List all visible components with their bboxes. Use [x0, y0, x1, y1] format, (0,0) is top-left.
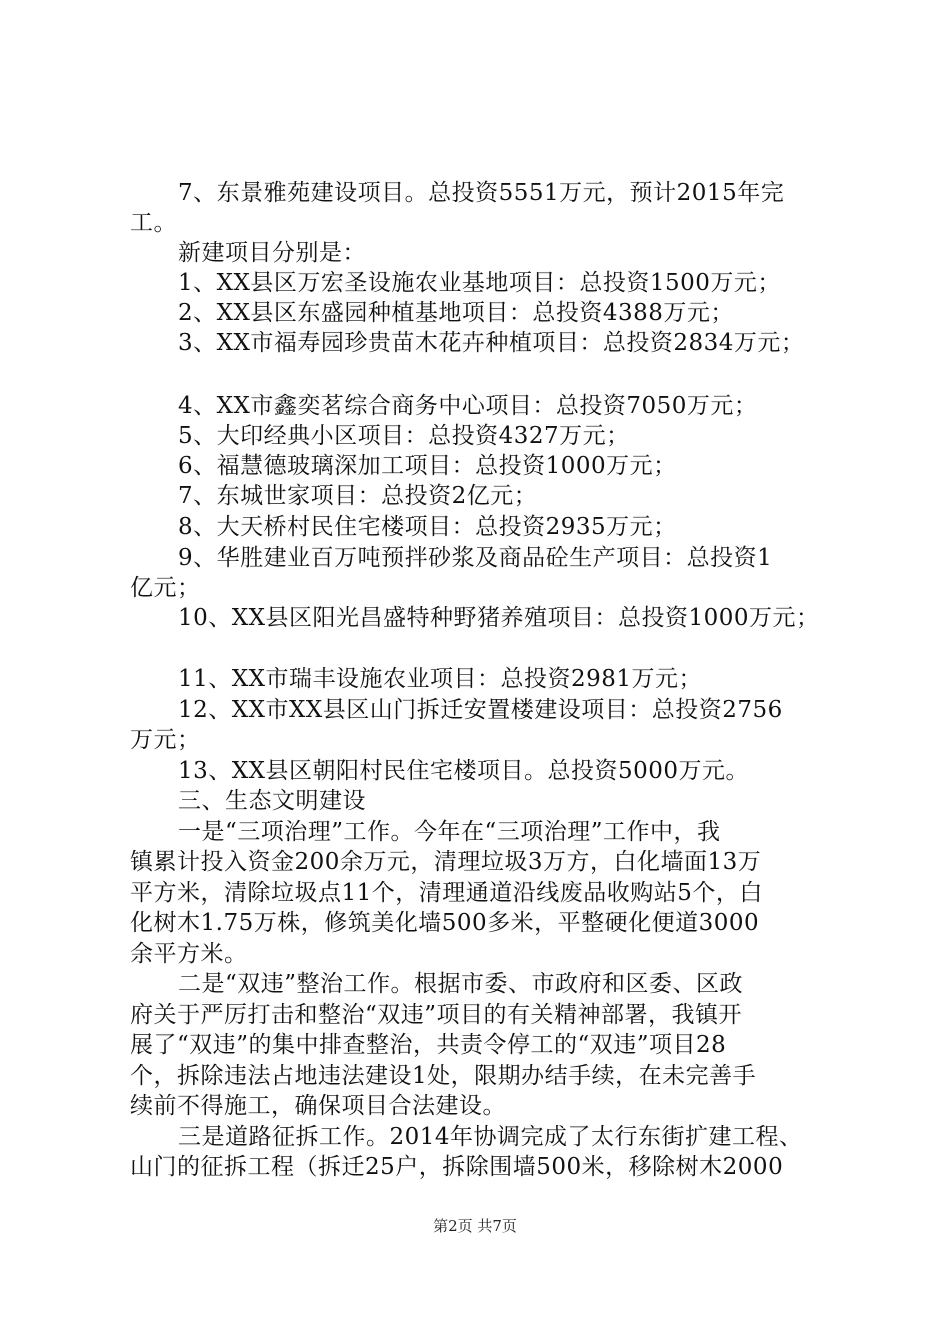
text-line: 平方米，清除垃圾点11个，清理通道沿线废品收购站5个，白	[130, 880, 763, 906]
text-line: 万元；	[130, 727, 201, 753]
text-line: 10、XX县区阳光昌盛特种野猪养殖项目：总投资1000万元；	[178, 605, 820, 631]
text-line: 镇累计投入资金200余万元，清理垃圾3万方，白化墙面13万	[130, 849, 762, 875]
text-line: 展了“双违”的集中排查整治，共责令停工的“双违”项目28	[130, 1032, 727, 1058]
text-line: 余平方米。	[130, 941, 248, 967]
text-line: 山门的征拆工程（拆迁25户，拆除围墙500米，移除树木2000	[130, 1154, 784, 1180]
text-line: 工。	[130, 210, 177, 236]
text-line: 5、大印经典小区项目：总投资4327万元；	[178, 423, 630, 449]
text-line: 6、福慧德玻璃深加工项目：总投资1000万元；	[178, 453, 677, 479]
text-line: 11、XX市瑞丰设施农业项目：总投资2981万元；	[178, 666, 703, 692]
text-line: 8、大天桥村民住宅楼项目：总投资2935万元；	[178, 514, 677, 540]
text-line: 府关于严厉打击和整治“双违”项目的有关精神部署，我镇开	[130, 1002, 743, 1028]
text-line: 2、XX县区东盛园种植基地项目：总投资4388万元；	[178, 300, 734, 326]
text-line: 续前不得施工，确保项目合法建设。	[130, 1093, 506, 1119]
section-heading: 三、生态文明建设	[178, 788, 366, 814]
text-line: 个，拆除违法占地违法建设1处，限期办结手续，在未完善手	[130, 1063, 757, 1089]
text-line: 化树木1.75万株，修筑美化墙500多米，平整硬化便道3000	[130, 910, 760, 936]
text-line: 7、东城世家项目：总投资2亿元；	[178, 483, 538, 509]
text-line: 一是“三项治理”工作。今年在“三项治理”工作中，我	[178, 819, 721, 845]
text-line: 新建项目分别是：	[178, 240, 366, 266]
text-line: 12、XX市XX县区山门拆迁安置楼建设项目：总投资2756	[178, 697, 783, 723]
text-line: 7、东景雅苑建设项目。总投资5551万元，预计2015年完	[178, 180, 785, 206]
text-line: 3、XX市福寿园珍贵苗木花卉种植项目：总投资2834万元；	[178, 330, 805, 356]
text-line: 13、XX县区朝阳村民住宅楼项目。总投资5000万元。	[178, 758, 750, 784]
text-line: 4、XX市鑫奕茗综合商务中心项目：总投资7050万元；	[178, 393, 758, 419]
text-line: 二是“双违”整治工作。根据市委、市政府和区委、区政	[178, 971, 744, 997]
page-number-footer: 第2页 共7页	[433, 1217, 517, 1235]
text-line: 三是道路征拆工作。2014年协调完成了太行东街扩建工程、	[178, 1124, 803, 1150]
text-line: 9、华胜建业百万吨预拌砂浆及商品砼生产项目：总投资1	[178, 545, 773, 571]
text-line: 1、XX县区万宏圣设施农业基地项目：总投资1500万元；	[178, 270, 781, 296]
text-line: 亿元；	[130, 575, 201, 601]
